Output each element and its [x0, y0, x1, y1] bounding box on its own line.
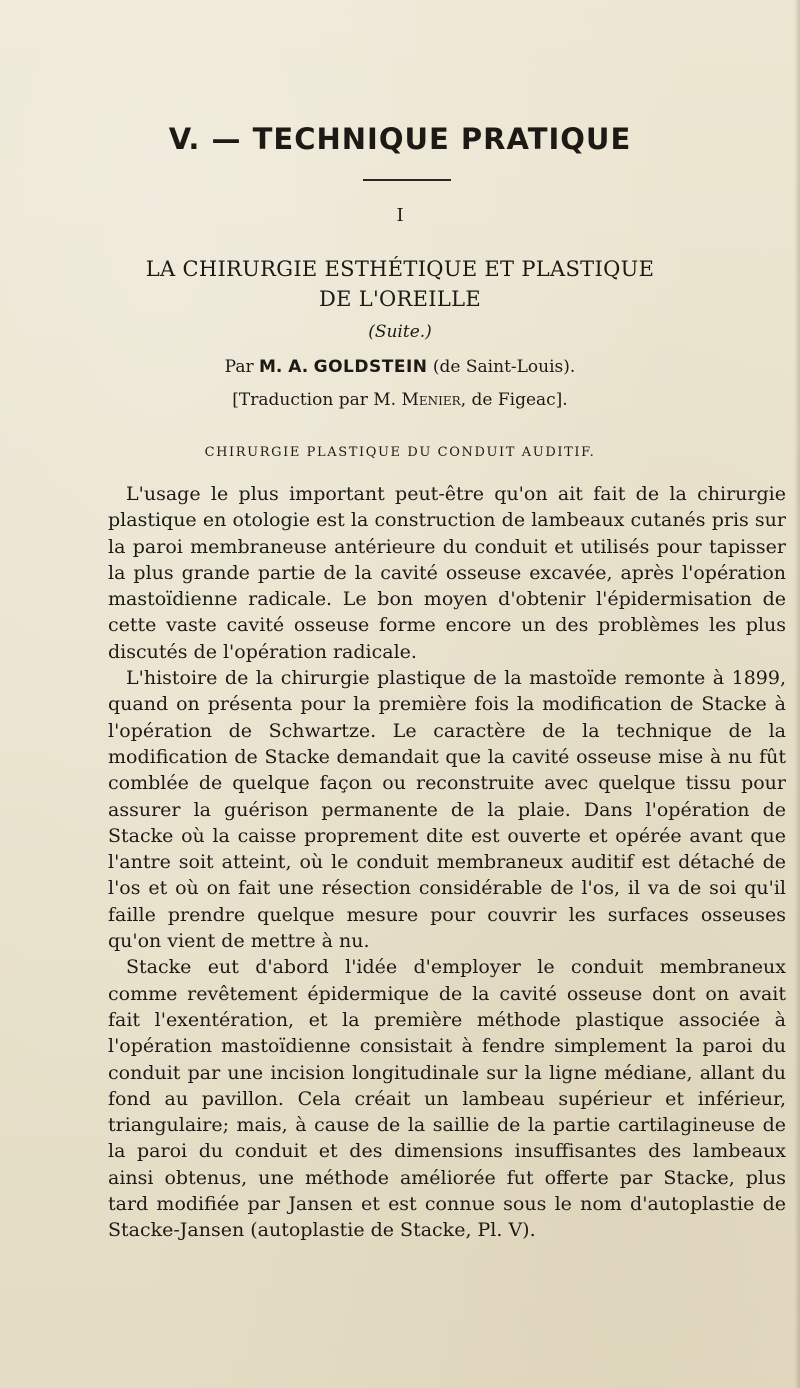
body-text: [108, 481, 786, 1244]
section-title: CHIRURGIE PLASTIQUE DU CONDUIT AUDITIF.: [204, 445, 596, 460]
translator-credit: [0, 390, 800, 410]
heading-rule: [363, 179, 451, 181]
author-initials: M. A.: [259, 357, 309, 377]
byline-prefix: Par: [224, 357, 254, 377]
paragraph: Stacke eut d'abord l'idée d'employer le conduit membraneux comme revêtement épidermique de la cavité osseuse dont on avait fait l'exentération, et la première méthode plastique associée à l'opération mastoïdienne consistait à fendre simplement la paroi du conduit par une incision longitudinale sur la ligne médiane, allant du fond au pavillon. Cela créait un lambeau supérieur et inférieur, triangulaire; mais, à cause de la saillie de la partie cartilagineuse de la paroi du conduit et des dimensions insuffisantes des lambeaux ainsi obtenus, une méthode améliorée fut offerte par Stacke, plus tard modifiée par Jansen et est connue sous le nom d'autoplastie de Stacke-Jansen (autoplastie de Stacke, Pl. V).: [108, 956, 786, 1242]
article-title-line-1: LA CHIRURGIE ESTHÉTIQUE ET PLASTIQUE: [145, 257, 655, 281]
article-numeral: I: [396, 205, 404, 226]
continuation-note: (Suite.): [368, 322, 432, 342]
paragraph: L'usage le plus important peut-être qu'on ait fait de la chirurgie plastique en otologie est la construction de lambeaux cutanés pris sur la paroi membraneuse antérieure du conduit et utilisés pour tapisser la plus grande partie de la cavité osseuse excavée, après l'opération mastoïdienne radicale. Le bon moyen d'obtenir l'épidermisation de cette vaste cavité osseuse forme encore un des problèmes les plus discutés de l'opération radicale.: [108, 483, 786, 663]
author-affiliation: (de Saint-Louis).: [432, 357, 576, 377]
translator-suffix: , de Figeac].: [460, 390, 568, 410]
article-title: [0, 254, 800, 314]
translator-prefix: [Traduction par M.: [232, 390, 397, 410]
paragraph: L'histoire de la chirurgie plastique de la mastoïde remonte à 1899, quand on présenta pour la première fois la modification de Stacke à l'opération de Schwartze. Le caractère de la technique de la modification de Stacke demandait que la cavité osseuse mise à nu fût comblée de quelque façon ou reconstruite avec quelque tissu pour assurer la guérison permanente de la plaie. Dans l'opération de Stacke où la caisse proprement dite est ouverte et opérée avant que l'antre soit atteint, où le conduit membraneux auditif est détaché de l'os et où on fait une résection considérable de l'os, il va de soi qu'il faille prendre quelque mesure pour couvrir les surfaces osseuses qu'on vient de mettre à nu.: [108, 667, 786, 953]
translator-name: Menier: [401, 390, 461, 410]
author-name: GOLDSTEIN: [313, 357, 428, 377]
chapter-heading: V. — TECHNIQUE PRATIQUE: [168, 122, 632, 156]
article-title-line-2: DE L'OREILLE: [318, 287, 482, 311]
author-byline: [0, 357, 800, 377]
